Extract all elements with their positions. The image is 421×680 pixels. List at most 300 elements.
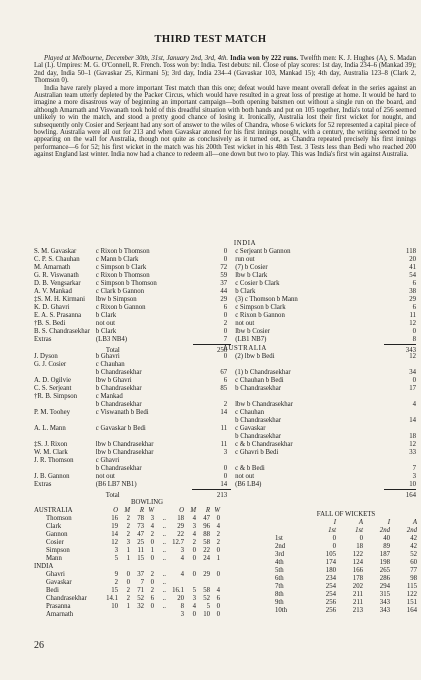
second-innings-dismissal: run out [235,256,255,263]
bowling-figure: .. [162,595,166,602]
bowling-figure: 6 [216,595,220,602]
fow-score: 40 [383,535,390,542]
match-venue-dates: Played at Melbourne, December 30th, 31st, January 2nd, 3rd, 4th. [44,55,229,62]
first-innings-dismissal: not out [95,320,115,327]
fow-score: 254 [325,583,336,590]
bowler-row [34,611,220,619]
second-innings-dismissal: not out [235,473,255,480]
bowling-figure: 4 [180,555,184,562]
first-innings-dismissal: c Mann b Clark [95,256,139,263]
bowling-figure: 2 [150,571,154,578]
bowler-row [34,587,220,595]
fow-score: 174 [325,559,336,566]
bowling-col-header: O [179,507,184,514]
batsman-name: ‡S. J. Rixon [34,441,68,448]
first-innings-dismissal: b Chandrasekhar [95,385,142,392]
fow-team-header: I [333,519,336,526]
bowling-figure: .. [162,523,166,530]
fall-of-wickets-table [275,511,417,615]
scorecard-row [34,248,416,256]
fow-score: 77 [410,567,417,574]
spacer [275,527,309,535]
fow-heading: FALL OF WICKETS [316,511,376,518]
batsman-name [34,369,96,377]
fow-score: 0 [332,535,336,542]
bowler-name: Ghavri [46,571,65,578]
bowling-figure: 29 [177,523,184,530]
bowling-figure: 0 [192,547,196,554]
fow-score: 164 [406,607,417,614]
bowling-figure: 0 [126,579,130,586]
fow-wicket-number: 8th [275,591,284,598]
bowling-figure: 3 [126,539,130,546]
scorecard-row [34,361,416,369]
fow-score: 124 [352,559,363,566]
second-innings-runs: 20 [409,256,416,263]
scorecard-row [34,296,416,304]
fow-innings-header: 1st [328,527,336,534]
bowler-row [34,515,220,523]
fow-wicket-number: 10th [275,607,288,614]
bowling-figure [184,579,196,587]
bowler-row [34,547,220,555]
bowling-heading-row [34,499,220,507]
fow-row [275,543,417,551]
fow-score: 105 [325,551,336,558]
first-innings-dismissal: c Chauhan [95,361,125,368]
bowling-figure: 3 [192,523,196,530]
fow-wicket-number: 9th [275,599,284,606]
bowling-figure [130,611,144,619]
first-innings-dismissal: lbw b Chandrasekhar [95,449,154,456]
bowling-figure: 5 [192,587,196,594]
bowling-figure: .. [162,579,166,586]
bowling-figure: 0 [192,611,196,618]
second-innings-dismissal: (2) lbw b Bedi [235,353,275,360]
second-innings-runs [384,361,416,369]
bowling-figure: .. [162,515,166,522]
fow-score: 89 [383,543,390,550]
second-innings-runs: 34 [409,369,416,376]
bowling-figure: 22 [203,547,210,554]
bowling-col-header [154,507,166,515]
fow-score: 60 [410,559,417,566]
bowling-figure: 2 [114,579,118,586]
india-batting [34,240,416,355]
scorecard-row [34,369,416,377]
bowler-name: Gavaskar [46,579,72,586]
first-innings-runs: 0 [223,465,228,472]
fow-team-header: I [387,519,390,526]
bowling-figure: 47 [137,531,144,538]
bowling-figure: 0 [192,571,196,578]
first-innings-dismissal: c Mankad [95,393,123,400]
second-innings-dismissal: c & b Chandrasekhar [235,441,293,448]
second-innings-runs: 54 [409,272,416,279]
second-innings-dismissal: b Chandrasekhar [235,433,281,440]
fow-score: 151 [406,599,417,606]
batsman-name: P. M. Toohey [34,409,71,416]
second-innings-runs: 29 [409,296,416,303]
scorecard-row [34,377,416,385]
scorecard-row [34,473,416,481]
first-innings-dismissal: b Clark [95,328,117,335]
first-innings-runs: 2 [223,401,228,408]
bowling-figure: 24 [203,555,210,562]
bowling-figure: 2 [150,531,154,538]
second-innings-dismissal: c & b Bedi [235,465,265,472]
first-innings-dismissal: c Simpson b Thomson [95,280,157,287]
bowling-figures [34,499,224,619]
bowling-figure: 20 [177,595,184,602]
batsman-name: ‡S. M. H. Kirmani [34,296,85,303]
first-innings-dismissal: b Ghavri [95,353,120,360]
bowling-figure: 1 [150,547,154,554]
second-innings-runs: 18 [409,433,416,440]
scorecard-row [34,304,416,312]
fow-row [275,567,417,575]
scorecard-row [34,280,416,288]
australia-scorecard [34,353,416,500]
second-innings-runs [384,425,416,433]
batsman-name: K. D. Ghavri [34,304,70,311]
batsman-name: A. L. Mann [34,425,66,432]
scorecard-row [34,465,416,473]
bowling-figure: 52 [203,595,210,602]
batsman-name: J. B. Gannon [34,473,70,480]
bowling-figure: 2 [126,595,130,602]
first-innings-dismissal: b Chandrasekhar [95,465,142,472]
bowling-figure: 16.1 [172,587,184,594]
first-innings-runs [192,361,231,369]
first-innings-runs: 72 [220,264,228,271]
first-innings-dismissal [96,433,193,441]
second-innings-dismissal [231,361,384,369]
second-innings-runs: 6 [412,304,416,311]
first-innings-dismissal [96,417,193,425]
bowling-figure: 0 [216,603,220,610]
fow-row [275,583,417,591]
fow-row [275,575,417,583]
second-innings-dismissal: c Ghavri b Bedi [235,449,279,456]
batsman-name: J. Dyson [34,353,58,360]
bowler-name: Prasanna [46,603,71,610]
second-innings-dismissal: (1) b Chandrasekhar [235,369,291,376]
first-innings-runs: 0 [223,256,228,263]
bowling-figure: .. [162,531,166,538]
batsman-name [34,401,96,409]
fow-score: 122 [406,591,417,598]
second-innings-runs: 118 [406,248,416,255]
scorecard-row [34,264,416,272]
first-innings-dismissal: lbw b Chandrasekhar [95,441,154,448]
bowler-name: Amarnath [46,611,74,618]
bowling-figure [166,579,184,587]
second-innings-dismissal: (7) b Cosier [235,264,268,271]
fow-wicket-number: 1st [275,535,283,542]
second-innings-runs: 3 [412,473,416,480]
scorecard-row [34,409,416,417]
bowling-team-name: INDIA [34,563,54,570]
bowling-figure: 78 [137,515,144,522]
first-innings-runs [192,457,231,465]
fow-team-header: A [412,519,417,526]
scorecard-row [34,288,416,296]
bowling-figure: 1 [126,555,130,562]
fow-score: 166 [352,567,363,574]
first-innings-runs: 37 [220,280,228,287]
bowling-figure: 47 [203,515,210,522]
second-innings-runs [384,457,416,465]
batsman-name: C. S. Serjeant [34,385,72,392]
first-innings-runs: 14 [220,481,228,488]
fow-score: 198 [379,559,390,566]
second-innings-dismissal: lbw b Cosier [235,328,270,335]
scorecard-row [34,441,416,449]
bowling-figure: 58 [203,539,210,546]
fow-score: 211 [353,599,363,606]
bowler-row [34,603,220,611]
bowling-figure: 29 [203,571,210,578]
first-innings-dismissal: c Simpson b Clark [95,264,147,271]
bowling-figure: 11 [137,547,144,554]
second-innings-runs: 11 [409,312,416,319]
first-innings-dismissal: c Rixon b Thomson [95,248,150,255]
bowling-figure: 5 [206,603,210,610]
bowling-figure: 10 [203,611,210,618]
bowler-row [34,539,220,547]
bowler-row [34,531,220,539]
fow-score: 211 [353,591,363,598]
scorecard-row [34,401,416,409]
scorecard-row [34,457,416,465]
first-innings-runs: 7 [223,336,228,343]
india-scorecard [34,248,416,355]
second-innings-runs [384,409,416,417]
bowling-col-header: M [190,507,196,514]
bowling-col-header: W [214,507,220,514]
first-innings-dismissal: not out [95,473,115,480]
second-innings-runs: 17 [409,385,416,392]
match-details-paragraph [34,55,416,85]
bowler-name: Thomson [46,515,72,522]
first-innings-runs: 0 [223,353,228,360]
bowling-figure: 1 [216,555,220,562]
scorecard-row [34,336,416,345]
first-innings-runs: 11 [220,441,228,448]
first-innings-runs [192,417,231,425]
fow-score: 0 [332,543,336,550]
bowling-col-header: R [139,507,144,514]
fow-score: 42 [410,535,417,542]
bowling-figure [210,579,220,587]
bowling-figure: 71 [137,587,144,594]
fow-score: 0 [359,535,363,542]
first-innings-runs: 0 [223,473,228,480]
bowling-figure: 2 [126,515,130,522]
bowling-figure: 3 [192,595,196,602]
second-innings-runs: 10 [409,481,416,488]
bowling-figure [104,611,118,619]
fow-score: 294 [379,583,390,590]
fow-innings-header: 1st [355,527,363,534]
second-innings-runs [384,393,416,401]
bowling-figure: 2 [126,587,130,594]
bowling-figure: 52 [137,595,144,602]
australia-batting [34,345,416,500]
first-innings-runs: 6 [223,304,228,311]
fow-row [275,591,417,599]
bowling-figure: 0 [150,555,154,562]
bowling-figure: .. [162,539,166,546]
second-innings-runs: 7 [412,465,416,472]
bowling-figure: 32 [137,603,144,610]
fow-team-header: A [358,519,363,526]
first-innings-dismissal: lbw b Ghavri [95,377,132,384]
second-innings-dismissal [231,457,384,465]
batsman-name: Extras [34,481,52,488]
bowling-figure: 5 [114,555,118,562]
bowler-row [34,595,220,603]
bowling-col-header: R [205,507,210,514]
bowling-col-header: M [124,507,130,514]
bowling-figure: 6 [150,595,154,602]
second-innings-dismissal: c Rixon b Gannon [235,312,285,319]
second-innings-runs: 12 [409,353,416,360]
fall-of-wickets [275,511,420,615]
bowling-figure: 4 [192,515,196,522]
batsman-name: D. B. Vengsarkar [34,280,81,287]
second-innings-dismissal: (B6 LB4) [235,481,262,488]
first-innings-runs [192,393,231,401]
fow-wicket-number: 6th [275,575,284,582]
bowling-figure: 4 [192,531,196,538]
second-innings-dismissal: not out [235,320,255,327]
fow-score: 178 [352,575,363,582]
first-innings-runs: 14 [220,409,228,416]
fow-row [275,551,417,559]
scorecard-row [34,320,416,328]
batsman-name [34,433,96,441]
first-innings-runs: 0 [223,248,228,255]
india-heading: INDIA [233,240,257,247]
bowling-team-row [34,563,220,571]
bowling-figure: 37 [137,571,144,578]
second-innings-runs: 12 [409,441,416,448]
bowling-figure: 0 [126,571,130,578]
bowling-figure: 88 [203,531,210,538]
bowler-row [34,571,220,579]
fow-score: 343 [379,607,390,614]
batsman-name: †B. S. Bedi [34,320,66,327]
bowling-figure: 9 [114,571,118,578]
bowling-figure: 73 [137,523,144,530]
fow-score: 256 [325,599,336,606]
spacer [231,490,384,501]
fow-score: 256 [325,607,336,614]
second-innings-runs: 0 [412,328,416,335]
bowling-figure: 3 [180,547,184,554]
bowling-figure: 4 [216,587,220,594]
bowling-figure: 14 [111,531,118,538]
bowling-figure: 12.7 [172,539,184,546]
bowling-figure: 3 [114,547,118,554]
bowling-figure: 14.1 [106,595,118,602]
first-innings-total: 256 [193,345,232,356]
bowling-figure: 4 [192,603,196,610]
batsman-name: E. A. S. Prasanna [34,312,82,319]
fow-score: 18 [356,543,363,550]
first-innings-dismissal: c Rixon b Gannon [95,304,146,311]
bowling-figure: 2 [126,523,130,530]
bowling-figure [118,611,130,619]
bowling-figure: 0 [216,571,220,578]
first-innings-dismissal: c Clark b Gannon [95,288,145,295]
fow-score: 202 [352,583,363,590]
second-innings-dismissal: c Cosier b Clark [235,280,280,287]
match-officials: Twelfth men: K. J. Hughes (A), S. Madan Lal (I.). Umpires: M. G. O'Connell, R. French. Toss won by: India. Test debuts: nil. Close of play scores: 1st day, India 234–6 (Mankad 39); 2nd day, India 50–1 (Gavaskar 25, Kirmani 5); 3rd day, India 234–4 (Gavaskar 103, Mankad 15); 4th day, Australia 123–8 (Clark 2, Thomson 0). [34,55,417,85]
bowling-figure: .. [162,603,166,610]
bowling-team-row [34,507,220,515]
first-innings-dismissal: lbw b Simpson [95,296,137,303]
first-innings-dismissal: b Chandrasekhar [95,401,142,408]
batsman-name: A. D. Ogilvie [34,377,72,384]
fow-score: 115 [407,583,417,590]
second-innings-dismissal: b Chandrasekhar [235,385,281,392]
bowling-figure: .. [162,547,166,554]
fow-score: 315 [379,591,390,598]
second-innings-total: 343 [384,345,416,356]
fow-row [275,559,417,567]
fow-innings-row [275,527,417,535]
match-report-paragraph: India have rarely played a more important Test match than this one; defeat would have meant overall defeat in the series against an Australian team utterly depleted by the Packer Circus, which would have resulted in a great loss of prestige at home. It would be hard to imagine a more disastrous way of beginning an important campaign—both opening batsmen out without a single run on the board, and although Amarnath and Viswanath took hold of this dreadful situation with both hands and put on 105 together, India's total of 256 seemed unlikely to win the match, and stood a pretty good chance of losing it. Ironically, Australia lost their first wicket for nought, and subsequently only Cosier and Serjeant had any sort of answer to the wiles of Chandra, whose 6 wickets for 52 represented a capital piece of bowling. Australia were all out for 213 and when Gavaskar atoned for his first innings nought, with a century, the writing seemed to be appearing on the wall for Australia, though not quite as conclusively as it turned out, as Chandra repeated precisely his first innings performance—6 for 52; his first wicket in the match was his 200th Test wicket in his 48th Test. 3 Tests less than Bedi who reached 200 against England last winter. India now had a chance to redeem all—one down but two to play. This was India's first win against Australia. [34,84,416,159]
first-innings-runs: 59 [220,272,228,279]
bowling-figure: 0 [216,547,220,554]
batsman-name: B. S. Chandrasekhar [34,328,90,335]
second-innings-dismissal: c Simpson b Clark [235,304,286,311]
bowling-figure: 15 [111,587,118,594]
batsman-name [34,417,96,425]
batsman-name [34,465,96,473]
match-summary [34,55,416,159]
bowler-row [34,579,220,587]
first-innings-runs: 0 [223,328,228,335]
batsman-name: W. M. Clark [34,449,68,456]
fow-row [275,599,417,607]
second-innings-runs: 41 [409,264,416,271]
second-innings-dismissal [231,393,384,401]
bowling-figure: 2 [216,531,220,538]
second-innings-dismissal: c Chauhan [235,409,265,416]
fow-wicket-number: 4th [275,559,284,566]
scorecard-row [34,433,416,441]
fow-score: 52 [410,551,417,558]
fow-score: 187 [379,551,390,558]
bowler-name: Chandrasekhar [46,595,87,602]
bowler-name: Gannon [46,531,68,538]
bowling-figure: 58 [203,587,210,594]
fow-wicket-number: 7th [275,583,284,590]
first-innings-dismissal: b Clark [95,312,117,319]
bowling-col-header: O [113,507,118,514]
batsman-name: †R. B. Simpson [34,393,78,400]
bowling-heading: BOWLING [130,499,164,506]
scorecard-row [34,272,416,280]
scorecard-row [34,481,416,490]
bowler-name: Mann [46,555,62,562]
bowler-name: Cosier [46,539,64,546]
bowling-figure: 0 [216,515,220,522]
